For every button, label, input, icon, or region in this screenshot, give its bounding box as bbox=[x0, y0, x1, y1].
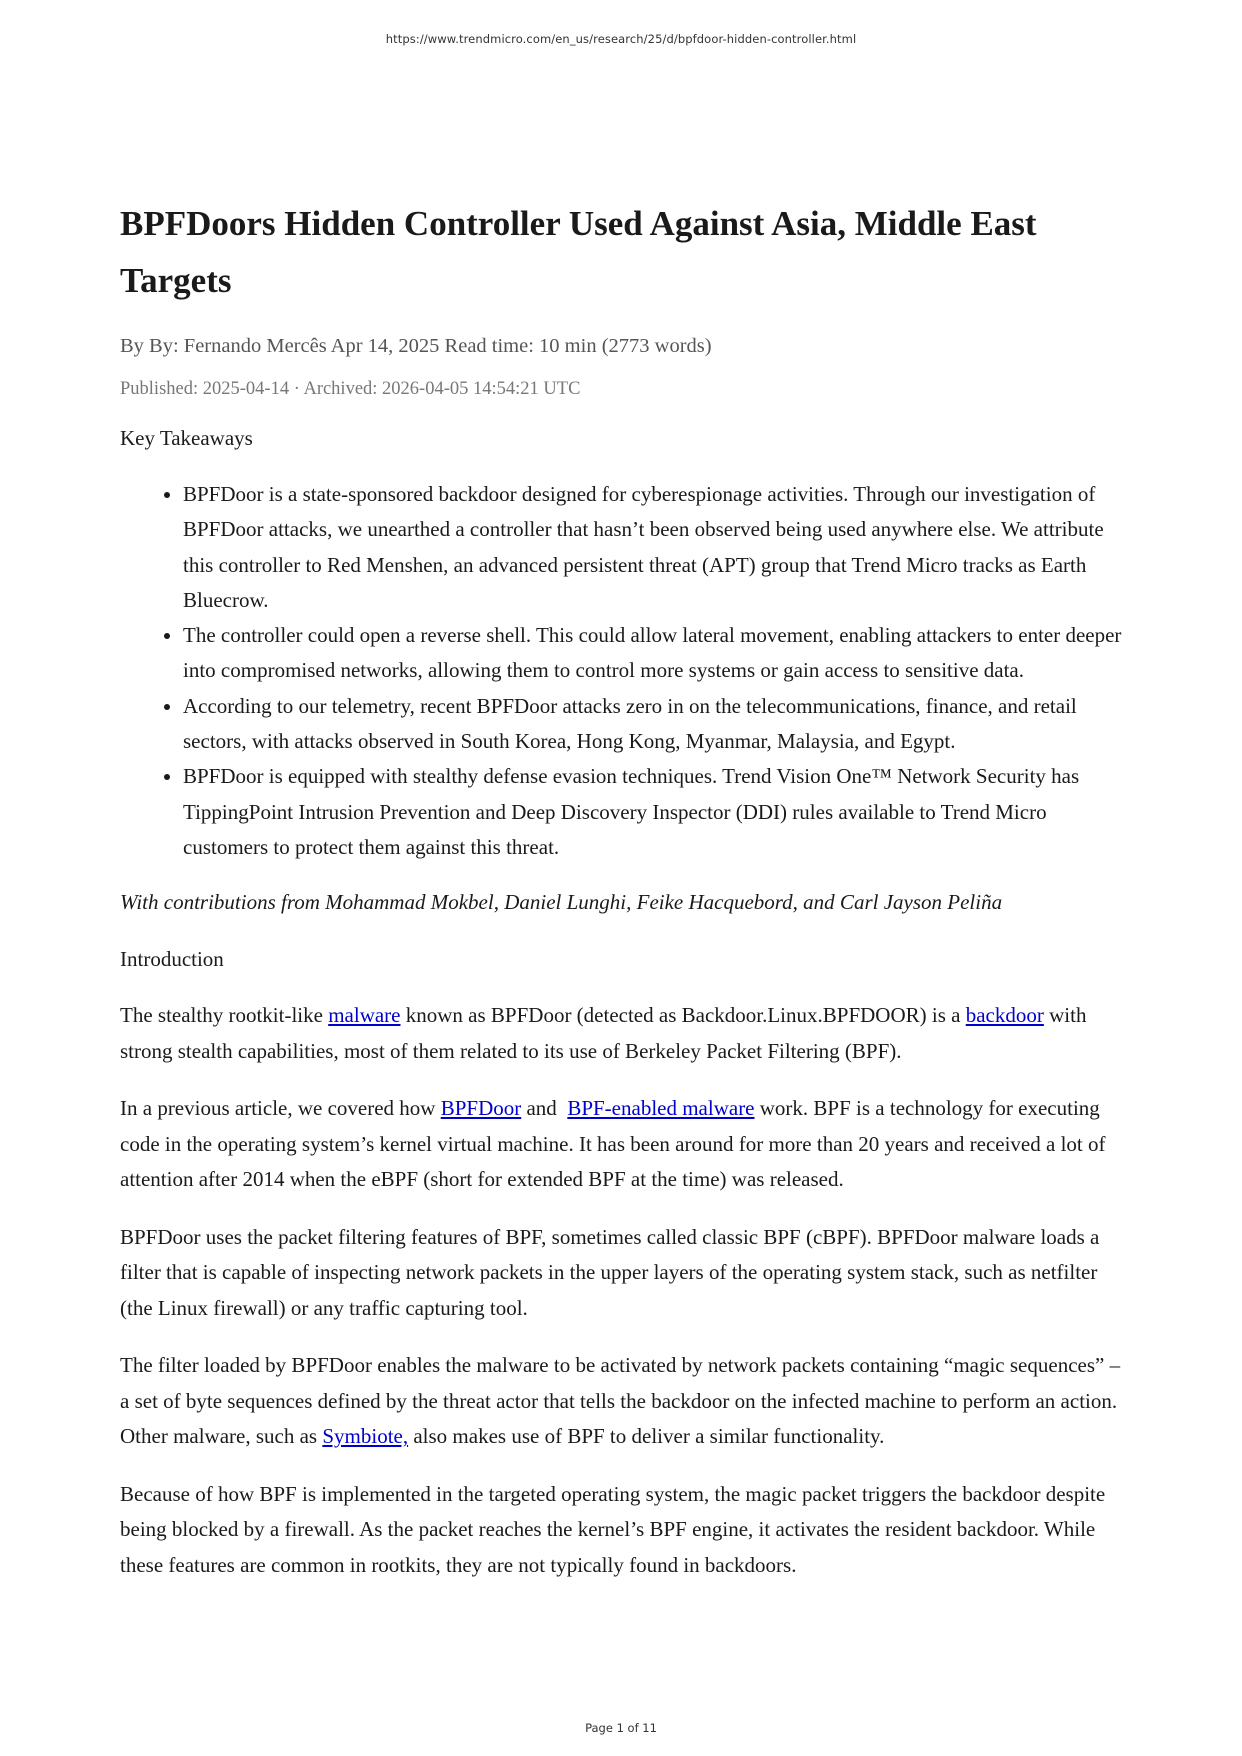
page-number: Page 1 of 11 bbox=[585, 1721, 657, 1735]
paragraph-4 bbox=[120, 1348, 1130, 1455]
p2-text-c: work. BPF is a technology for executing code in the operating system’s kernel virtual machine. It has been around for more than 20 years and received a lot of attention after 2014 when the eBPF (short for extended BPF at the time) was released. bbox=[120, 1096, 1106, 1192]
paragraph-2 bbox=[120, 1091, 1130, 1198]
takeaways-list bbox=[120, 477, 1130, 865]
takeaway-item: • BPFDoor is equipped with stealthy defense evasion techniques. Trend Vision One™ Network Security has TippingPoint Intrusion Prevention and Deep Discovery Inspector (DDI) rules available to Trend Micro customers to protect them against this threat. bbox=[183, 759, 1130, 865]
introduction-heading: Introduction bbox=[120, 947, 224, 972]
paragraph-3: BPFDoor uses the packet filtering features of BPF, sometimes called classic BPF (cBPF). BPFDoor malware loads a filter that is capable of inspecting network packets in the upper layers of the operating system stack, such as netfilter (the Linux firewall) or any traffic capturing tool. bbox=[120, 1224, 1100, 1320]
bpfdoor-link[interactable]: BPFDoor bbox=[440, 1096, 522, 1121]
p1-text-a: The stealthy rootkit-like bbox=[120, 1003, 329, 1028]
takeaway-item: • According to our telemetry, recent BPFDoor attacks zero in on the telecommunications, finance, and retail sectors, with attacks observed in South Korea, Hong Kong, Myanmar, Malaysia, and Egypt. bbox=[183, 689, 1130, 760]
paragraph-1 bbox=[120, 998, 1130, 1069]
malware-link[interactable]: malware bbox=[328, 1003, 401, 1028]
backdoor-link[interactable]: backdoor bbox=[965, 1003, 1044, 1028]
takeaway-item: • The controller could open a reverse shell. This could allow lateral movement, enabling attackers to enter deeper into compromised networks, allowing them to control more systems or gain access to sensitive data. bbox=[183, 618, 1130, 689]
contributors-note: With contributions from Mohammad Mokbel, Daniel Lunghi, Feike Hacquebord, and Carl Jayson Peliña bbox=[120, 890, 1003, 915]
p1-text-b: known as BPFDoor (detected as Backdoor.Linux.BPFDOOR) is a bbox=[400, 1003, 966, 1028]
article-title: BPFDoors Hidden Controller Used Against Asia, Middle East Targets bbox=[120, 204, 1037, 300]
key-takeaways-heading: Key Takeaways bbox=[120, 426, 253, 450]
bpf-enabled-malware-link[interactable]: BPF-enabled malware bbox=[567, 1096, 755, 1121]
takeaway-item: • BPFDoor is a state-sponsored backdoor designed for cyberespionage activities. Through our investigation of BPFDoor attacks, we unearthed a controller that hasn’t been observed being used anywhere else. We attribute this controller to Red Menshen, an advanced persistent threat (APT) group that Trend Micro tracks as Earth Bluecrow. bbox=[183, 477, 1130, 618]
p4-text-b: also makes use of BPF to deliver a similar functionality. bbox=[408, 1424, 885, 1449]
article-content bbox=[120, 204, 1130, 1583]
page-url-header: https://www.trendmicro.com/en_us/research/25/d/bpfdoor-hidden-controller.html bbox=[385, 32, 857, 46]
archive-meta: Published: 2025-04-14 · Archived: 2026-04-05 14:54:21 UTC bbox=[120, 379, 581, 399]
symbiote-link[interactable]: Symbiote, bbox=[322, 1424, 409, 1449]
p2-text-b: and bbox=[521, 1096, 568, 1121]
paragraph-5: Because of how BPF is implemented in the targeted operating system, the magic packet triggers the backdoor despite being blocked by a firewall. As the packet reaches the kernel’s BPF engine, it activates the resident backdoor. While these features are common in rootkits, they are not typically found in backdoors. bbox=[120, 1481, 1106, 1577]
p2-text-a: In a previous article, we covered how bbox=[120, 1096, 441, 1121]
article-byline: By By: Fernando Mercês Apr 14, 2025 Read time: 10 min (2773 words) bbox=[120, 335, 712, 357]
p1-text-c: with strong stealth capabilities, most of them related to its use of Berkeley Packet Filtering (BPF). bbox=[120, 1003, 1087, 1063]
p4-text-a: The filter loaded by BPFDoor enables the malware to be activated by network packets containing “magic sequences” – a set of byte sequences defined by the threat actor that tells the backdoor on the infected machine to perform an action. Other malware, such as bbox=[120, 1353, 1121, 1449]
